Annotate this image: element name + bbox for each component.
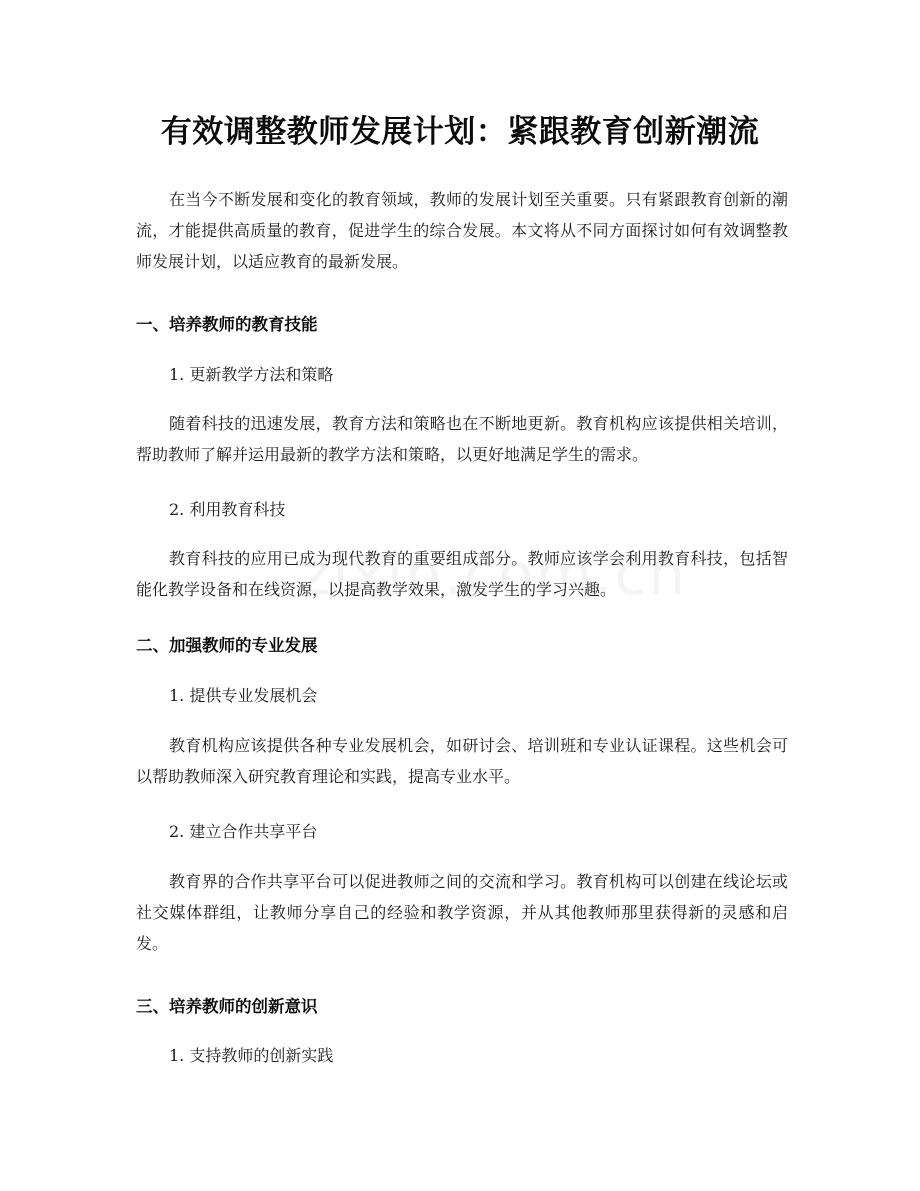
paragraph-1-2: 教育科技的应用已成为现代教育的重要组成部分。教师应该学会利用教育科技，包括智能化教学设备和在线资源，以提高教学效果，激发学生的学习兴趣。 xyxy=(136,549,788,599)
intro-paragraph: 在当今不断发展和变化的教育领域，教师的发展计划至关重要。只有紧跟教育创新的潮流，才能提供高质量的教育，促进学生的综合发展。本文将从不同方面探讨如何有效调整教师发展计划，以适应教育的最新发展。 xyxy=(136,190,788,271)
subheading-2-2: 2. 建立合作共享平台 xyxy=(169,822,318,841)
subheading-1-2: 2. 利用教育科技 xyxy=(169,500,286,519)
paragraph-2-2: 教育界的合作共享平台可以促进教师之间的交流和学习。教育机构可以创建在线论坛或社交媒体群组，让教师分享自己的经验和教学资源，并从其他教师那里获得新的灵感和启发。 xyxy=(136,872,788,953)
paragraph-2-1: 教育机构应该提供各种专业发展机会，如研讨会、培训班和专业认证课程。这些机会可以帮助教师深入研究教育理论和实践，提高专业水平。 xyxy=(136,736,788,786)
document-title: 有效调整教师发展计划：紧跟教育创新潮流 xyxy=(160,114,760,150)
paragraph-1-1: 随着科技的迅速发展，教育方法和策略也在不断地更新。教育机构应该提供相关培训，帮助教师了解并运用最新的教学方法和策略，以更好地满足学生的需求。 xyxy=(136,414,788,464)
subheading-3-1: 1. 支持教师的创新实践 xyxy=(169,1046,334,1065)
section-heading-3: 三、培养教师的创新意识 xyxy=(136,997,318,1016)
section-heading-2: 二、加强教师的专业发展 xyxy=(136,636,318,655)
subheading-2-1: 1. 提供专业发展机会 xyxy=(169,686,318,705)
subheading-1-1: 1. 更新教学方法和策略 xyxy=(169,365,334,384)
section-heading-1: 一、培养教师的教育技能 xyxy=(136,315,318,334)
